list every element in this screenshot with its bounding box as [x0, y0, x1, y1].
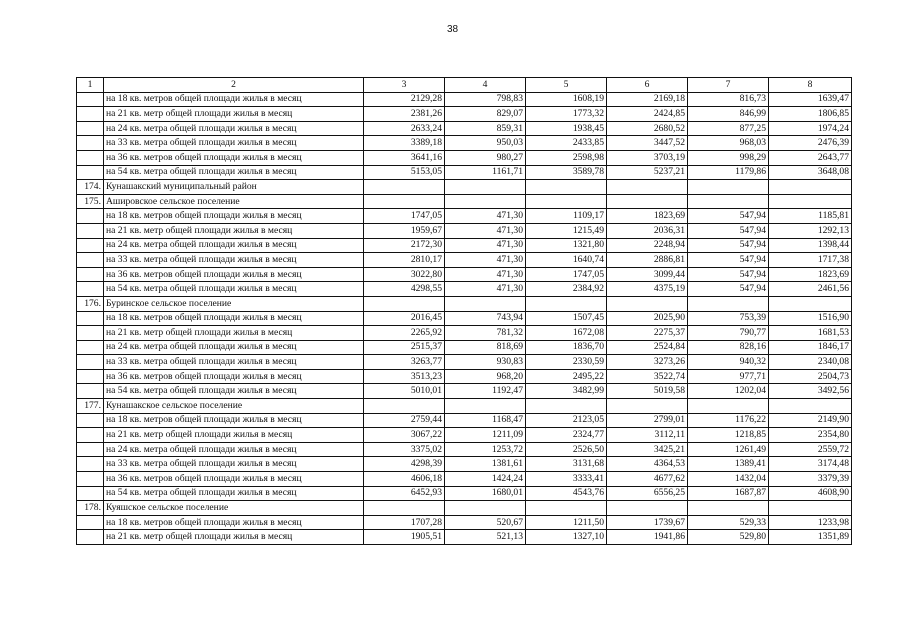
value-cell-col7: 1202,04	[688, 384, 769, 399]
row-label: на 36 кв. метров общей площади жилья в месяц	[104, 472, 364, 487]
empty-cell	[445, 180, 526, 195]
value-cell-col8: 1233,98	[769, 515, 852, 530]
row-label: на 21 кв. метр общей площади жилья в месяц	[104, 107, 364, 122]
value-cell-col4: 1168,47	[445, 413, 526, 428]
table-row	[77, 442, 852, 457]
value-cell-col6: 2424,85	[607, 107, 688, 122]
empty-cell	[688, 296, 769, 311]
value-cell-col7: 547,94	[688, 253, 769, 268]
value-cell-col5: 2384,92	[526, 282, 607, 297]
empty-index-cell	[77, 136, 104, 151]
value-cell-col6: 2680,52	[607, 121, 688, 136]
value-cell-col3: 2515,37	[364, 340, 445, 355]
empty-cell	[607, 501, 688, 516]
empty-cell	[769, 296, 852, 311]
value-cell-col5: 2330,59	[526, 355, 607, 370]
value-cell-col7: 1218,85	[688, 428, 769, 443]
value-cell-col7: 816,73	[688, 92, 769, 107]
value-cell-col7: 1389,41	[688, 457, 769, 472]
value-cell-col8: 1806,85	[769, 107, 852, 122]
empty-cell	[445, 296, 526, 311]
value-cell-col3: 3513,23	[364, 369, 445, 384]
value-cell-col6: 2275,37	[607, 326, 688, 341]
section-title: Кунашакское сельское поселение	[104, 399, 364, 414]
value-cell-col4: 471,30	[445, 238, 526, 253]
value-cell-col5: 1938,45	[526, 121, 607, 136]
value-cell-col3: 4298,39	[364, 457, 445, 472]
value-cell-col5: 2495,22	[526, 369, 607, 384]
row-label: на 36 кв. метров общей площади жилья в месяц	[104, 150, 364, 165]
table-row	[77, 355, 852, 370]
empty-index-cell	[77, 282, 104, 297]
value-cell-col5: 1773,32	[526, 107, 607, 122]
empty-index-cell	[77, 355, 104, 370]
row-label: на 18 кв. метров общей площади жилья в месяц	[104, 209, 364, 224]
value-cell-col3: 1905,51	[364, 530, 445, 545]
value-cell-col8: 2461,56	[769, 282, 852, 297]
column-number-2: 2	[104, 78, 364, 93]
value-cell-col8: 1398,44	[769, 238, 852, 253]
section-title: Буринское сельское поселение	[104, 296, 364, 311]
value-cell-col5: 2526,50	[526, 442, 607, 457]
empty-index-cell	[77, 442, 104, 457]
empty-cell	[688, 194, 769, 209]
value-cell-col7: 1687,87	[688, 486, 769, 501]
table-header-row	[77, 78, 852, 93]
empty-index-cell	[77, 165, 104, 180]
section-row	[77, 194, 852, 209]
empty-index-cell	[77, 238, 104, 253]
value-cell-col6: 1739,67	[607, 515, 688, 530]
column-number-8: 8	[769, 78, 852, 93]
row-label: на 24 кв. метра общей площади жилья в месяц	[104, 442, 364, 457]
value-cell-col4: 1424,24	[445, 472, 526, 487]
row-label: на 21 кв. метр общей площади жилья в месяц	[104, 428, 364, 443]
table-row	[77, 150, 852, 165]
empty-cell	[364, 296, 445, 311]
empty-cell	[607, 399, 688, 414]
value-cell-col4: 1211,09	[445, 428, 526, 443]
table-row	[77, 486, 852, 501]
table-row	[77, 165, 852, 180]
value-cell-col7: 846,99	[688, 107, 769, 122]
section-title: Куяшское сельское поселение	[104, 501, 364, 516]
value-cell-col6: 4375,19	[607, 282, 688, 297]
row-label: на 21 кв. метр общей площади жилья в месяц	[104, 223, 364, 238]
value-cell-col4: 829,07	[445, 107, 526, 122]
value-cell-col8: 1639,47	[769, 92, 852, 107]
section-index: 175.	[77, 194, 104, 209]
value-cell-col5: 1672,08	[526, 326, 607, 341]
value-cell-col8: 2149,90	[769, 413, 852, 428]
section-title: Ашировское сельское поселение	[104, 194, 364, 209]
value-cell-col7: 998,29	[688, 150, 769, 165]
value-cell-col7: 529,80	[688, 530, 769, 545]
value-cell-col7: 977,71	[688, 369, 769, 384]
value-cell-col3: 3067,22	[364, 428, 445, 443]
section-row	[77, 180, 852, 195]
row-label: на 18 кв. метров общей площади жилья в месяц	[104, 515, 364, 530]
empty-cell	[607, 194, 688, 209]
value-cell-col6: 6556,25	[607, 486, 688, 501]
value-cell-col5: 3482,99	[526, 384, 607, 399]
value-cell-col3: 3641,16	[364, 150, 445, 165]
value-cell-col4: 471,30	[445, 253, 526, 268]
value-cell-col3: 2810,17	[364, 253, 445, 268]
empty-index-cell	[77, 107, 104, 122]
value-cell-col7: 940,32	[688, 355, 769, 370]
value-cell-col5: 1747,05	[526, 267, 607, 282]
table-row	[77, 209, 852, 224]
value-cell-col7: 1176,22	[688, 413, 769, 428]
value-cell-col7: 529,33	[688, 515, 769, 530]
row-label: на 24 кв. метра общей площади жилья в месяц	[104, 238, 364, 253]
empty-cell	[526, 296, 607, 311]
empty-index-cell	[77, 223, 104, 238]
table-row	[77, 384, 852, 399]
column-number-4: 4	[445, 78, 526, 93]
value-cell-col5: 2324,77	[526, 428, 607, 443]
table-row	[77, 267, 852, 282]
column-number-1: 1	[77, 78, 104, 93]
value-cell-col8: 1516,90	[769, 311, 852, 326]
tariff-table	[76, 77, 852, 545]
value-cell-col3: 5010,01	[364, 384, 445, 399]
section-row	[77, 501, 852, 516]
row-label: на 36 кв. метров общей площади жилья в месяц	[104, 369, 364, 384]
empty-index-cell	[77, 369, 104, 384]
value-cell-col8: 2354,80	[769, 428, 852, 443]
empty-index-cell	[77, 457, 104, 472]
value-cell-col4: 1680,01	[445, 486, 526, 501]
value-cell-col6: 2169,18	[607, 92, 688, 107]
table-row	[77, 369, 852, 384]
empty-index-cell	[77, 267, 104, 282]
empty-cell	[526, 399, 607, 414]
table-row	[77, 136, 852, 151]
empty-index-cell	[77, 384, 104, 399]
value-cell-col6: 3522,74	[607, 369, 688, 384]
section-row	[77, 399, 852, 414]
empty-cell	[526, 501, 607, 516]
table-row	[77, 530, 852, 545]
value-cell-col4: 1161,71	[445, 165, 526, 180]
empty-index-cell	[77, 92, 104, 107]
empty-index-cell	[77, 486, 104, 501]
value-cell-col7: 1432,04	[688, 472, 769, 487]
value-cell-col5: 1836,70	[526, 340, 607, 355]
value-cell-col8: 1717,38	[769, 253, 852, 268]
empty-cell	[364, 180, 445, 195]
value-cell-col5: 1109,17	[526, 209, 607, 224]
table-row	[77, 223, 852, 238]
value-cell-col6: 2524,84	[607, 340, 688, 355]
table-row	[77, 428, 852, 443]
empty-index-cell	[77, 311, 104, 326]
empty-cell	[688, 180, 769, 195]
value-cell-col3: 4298,55	[364, 282, 445, 297]
value-cell-col5: 1507,45	[526, 311, 607, 326]
value-cell-col3: 3263,77	[364, 355, 445, 370]
value-cell-col5: 1211,50	[526, 515, 607, 530]
empty-index-cell	[77, 472, 104, 487]
value-cell-col6: 2886,81	[607, 253, 688, 268]
row-label: на 33 кв. метра общей площади жилья в месяц	[104, 136, 364, 151]
value-cell-col4: 1381,61	[445, 457, 526, 472]
value-cell-col7: 753,39	[688, 311, 769, 326]
table-row	[77, 282, 852, 297]
empty-cell	[769, 399, 852, 414]
row-label: на 21 кв. метр общей площади жилья в месяц	[104, 530, 364, 545]
value-cell-col7: 877,25	[688, 121, 769, 136]
value-cell-col7: 968,03	[688, 136, 769, 151]
value-cell-col4: 968,20	[445, 369, 526, 384]
row-label: на 54 кв. метра общей площади жилья в месяц	[104, 486, 364, 501]
table-row	[77, 326, 852, 341]
table-row	[77, 515, 852, 530]
row-label: на 24 кв. метра общей площади жилья в месяц	[104, 340, 364, 355]
value-cell-col4: 743,94	[445, 311, 526, 326]
value-cell-col4: 471,30	[445, 209, 526, 224]
row-label: на 54 кв. метра общей площади жилья в месяц	[104, 282, 364, 297]
value-cell-col8: 3648,08	[769, 165, 852, 180]
table-row	[77, 121, 852, 136]
value-cell-col5: 3589,78	[526, 165, 607, 180]
empty-cell	[607, 296, 688, 311]
value-cell-col7: 547,94	[688, 223, 769, 238]
value-cell-col3: 6452,93	[364, 486, 445, 501]
value-cell-col7: 547,94	[688, 267, 769, 282]
value-cell-col5: 2598,98	[526, 150, 607, 165]
value-cell-col6: 3273,26	[607, 355, 688, 370]
value-cell-col8: 3379,39	[769, 472, 852, 487]
value-cell-col8: 1823,69	[769, 267, 852, 282]
empty-cell	[769, 180, 852, 195]
empty-index-cell	[77, 121, 104, 136]
value-cell-col5: 2123,05	[526, 413, 607, 428]
value-cell-col4: 471,30	[445, 267, 526, 282]
empty-index-cell	[77, 340, 104, 355]
value-cell-col8: 3174,48	[769, 457, 852, 472]
value-cell-col3: 2759,44	[364, 413, 445, 428]
value-cell-col3: 3389,18	[364, 136, 445, 151]
value-cell-col6: 2799,01	[607, 413, 688, 428]
value-cell-col4: 520,67	[445, 515, 526, 530]
empty-cell	[607, 180, 688, 195]
table-row	[77, 472, 852, 487]
empty-index-cell	[77, 326, 104, 341]
table-row	[77, 311, 852, 326]
value-cell-col4: 521,13	[445, 530, 526, 545]
table-row	[77, 92, 852, 107]
value-cell-col8: 2504,73	[769, 369, 852, 384]
value-cell-col4: 798,83	[445, 92, 526, 107]
empty-index-cell	[77, 413, 104, 428]
section-title: Кунашакский муниципальный район	[104, 180, 364, 195]
empty-cell	[526, 194, 607, 209]
value-cell-col4: 930,83	[445, 355, 526, 370]
value-cell-col5: 1640,74	[526, 253, 607, 268]
value-cell-col4: 818,69	[445, 340, 526, 355]
row-label: на 18 кв. метров общей площади жилья в месяц	[104, 311, 364, 326]
value-cell-col8: 3492,56	[769, 384, 852, 399]
value-cell-col6: 1823,69	[607, 209, 688, 224]
empty-cell	[364, 399, 445, 414]
value-cell-col3: 3022,80	[364, 267, 445, 282]
value-cell-col3: 2265,92	[364, 326, 445, 341]
row-label: на 33 кв. метра общей площади жилья в месяц	[104, 457, 364, 472]
value-cell-col5: 3131,68	[526, 457, 607, 472]
value-cell-col3: 1747,05	[364, 209, 445, 224]
value-cell-col5: 1327,10	[526, 530, 607, 545]
row-label: на 21 кв. метр общей площади жилья в месяц	[104, 326, 364, 341]
table-row	[77, 253, 852, 268]
value-cell-col4: 471,30	[445, 223, 526, 238]
empty-index-cell	[77, 150, 104, 165]
empty-cell	[364, 194, 445, 209]
value-cell-col3: 1707,28	[364, 515, 445, 530]
empty-cell	[769, 194, 852, 209]
value-cell-col8: 1846,17	[769, 340, 852, 355]
row-label: на 54 кв. метра общей площади жилья в месяц	[104, 165, 364, 180]
value-cell-col5: 4543,76	[526, 486, 607, 501]
value-cell-col7: 1179,86	[688, 165, 769, 180]
section-index: 174.	[77, 180, 104, 195]
value-cell-col5: 3333,41	[526, 472, 607, 487]
value-cell-col6: 3703,19	[607, 150, 688, 165]
section-index: 177.	[77, 399, 104, 414]
table-row	[77, 413, 852, 428]
value-cell-col7: 828,16	[688, 340, 769, 355]
empty-cell	[364, 501, 445, 516]
empty-cell	[526, 180, 607, 195]
value-cell-col7: 547,94	[688, 238, 769, 253]
empty-index-cell	[77, 428, 104, 443]
value-cell-col8: 1681,53	[769, 326, 852, 341]
value-cell-col3: 3375,02	[364, 442, 445, 457]
value-cell-col6: 3099,44	[607, 267, 688, 282]
value-cell-col6: 3112,11	[607, 428, 688, 443]
value-cell-col7: 790,77	[688, 326, 769, 341]
page-number: 38	[446, 24, 459, 35]
value-cell-col3: 2016,45	[364, 311, 445, 326]
value-cell-col4: 950,03	[445, 136, 526, 151]
value-cell-col3: 2633,24	[364, 121, 445, 136]
value-cell-col3: 2129,28	[364, 92, 445, 107]
value-cell-col8: 2340,08	[769, 355, 852, 370]
value-cell-col8: 2643,77	[769, 150, 852, 165]
value-cell-col4: 1192,47	[445, 384, 526, 399]
value-cell-col3: 1959,67	[364, 223, 445, 238]
table-row	[77, 340, 852, 355]
column-number-5: 5	[526, 78, 607, 93]
empty-cell	[445, 399, 526, 414]
value-cell-col8: 2476,39	[769, 136, 852, 151]
row-label: на 54 кв. метра общей площади жилья в месяц	[104, 384, 364, 399]
empty-cell	[445, 194, 526, 209]
empty-index-cell	[77, 530, 104, 545]
empty-cell	[688, 501, 769, 516]
value-cell-col7: 547,94	[688, 282, 769, 297]
value-cell-col5: 1321,80	[526, 238, 607, 253]
value-cell-col5: 1608,19	[526, 92, 607, 107]
empty-index-cell	[77, 515, 104, 530]
value-cell-col3: 4606,18	[364, 472, 445, 487]
value-cell-col3: 2172,30	[364, 238, 445, 253]
value-cell-col8: 4608,90	[769, 486, 852, 501]
column-number-6: 6	[607, 78, 688, 93]
value-cell-col6: 2248,94	[607, 238, 688, 253]
value-cell-col8: 1974,24	[769, 121, 852, 136]
value-cell-col6: 3425,21	[607, 442, 688, 457]
value-cell-col6: 4677,62	[607, 472, 688, 487]
table-row	[77, 238, 852, 253]
value-cell-col3: 5153,05	[364, 165, 445, 180]
value-cell-col4: 781,32	[445, 326, 526, 341]
section-index: 178.	[77, 501, 104, 516]
value-cell-col6: 2025,90	[607, 311, 688, 326]
value-cell-col5: 1215,49	[526, 223, 607, 238]
empty-index-cell	[77, 209, 104, 224]
value-cell-col7: 547,94	[688, 209, 769, 224]
value-cell-col6: 4364,53	[607, 457, 688, 472]
empty-cell	[769, 501, 852, 516]
value-cell-col6: 5019,58	[607, 384, 688, 399]
table-row	[77, 457, 852, 472]
row-label: на 33 кв. метра общей площади жилья в месяц	[104, 355, 364, 370]
value-cell-col8: 1292,13	[769, 223, 852, 238]
row-label: на 36 кв. метров общей площади жилья в месяц	[104, 267, 364, 282]
value-cell-col6: 1941,86	[607, 530, 688, 545]
value-cell-col6: 3447,52	[607, 136, 688, 151]
value-cell-col6: 5237,21	[607, 165, 688, 180]
row-label: на 33 кв. метра общей площади жилья в месяц	[104, 253, 364, 268]
empty-cell	[688, 399, 769, 414]
value-cell-col8: 1185,81	[769, 209, 852, 224]
value-cell-col4: 859,31	[445, 121, 526, 136]
value-cell-col7: 1261,49	[688, 442, 769, 457]
column-number-7: 7	[688, 78, 769, 93]
row-label: на 24 кв. метра общей площади жилья в месяц	[104, 121, 364, 136]
value-cell-col8: 2559,72	[769, 442, 852, 457]
row-label: на 18 кв. метров общей площади жилья в месяц	[104, 413, 364, 428]
row-label: на 18 кв. метров общей площади жилья в месяц	[104, 92, 364, 107]
value-cell-col4: 1253,72	[445, 442, 526, 457]
value-cell-col4: 471,30	[445, 282, 526, 297]
value-cell-col6: 2036,31	[607, 223, 688, 238]
empty-index-cell	[77, 253, 104, 268]
value-cell-col3: 2381,26	[364, 107, 445, 122]
value-cell-col8: 1351,89	[769, 530, 852, 545]
table-row	[77, 107, 852, 122]
value-cell-col5: 2433,85	[526, 136, 607, 151]
section-row	[77, 296, 852, 311]
empty-cell	[445, 501, 526, 516]
section-index: 176.	[77, 296, 104, 311]
value-cell-col4: 980,27	[445, 150, 526, 165]
column-number-3: 3	[364, 78, 445, 93]
